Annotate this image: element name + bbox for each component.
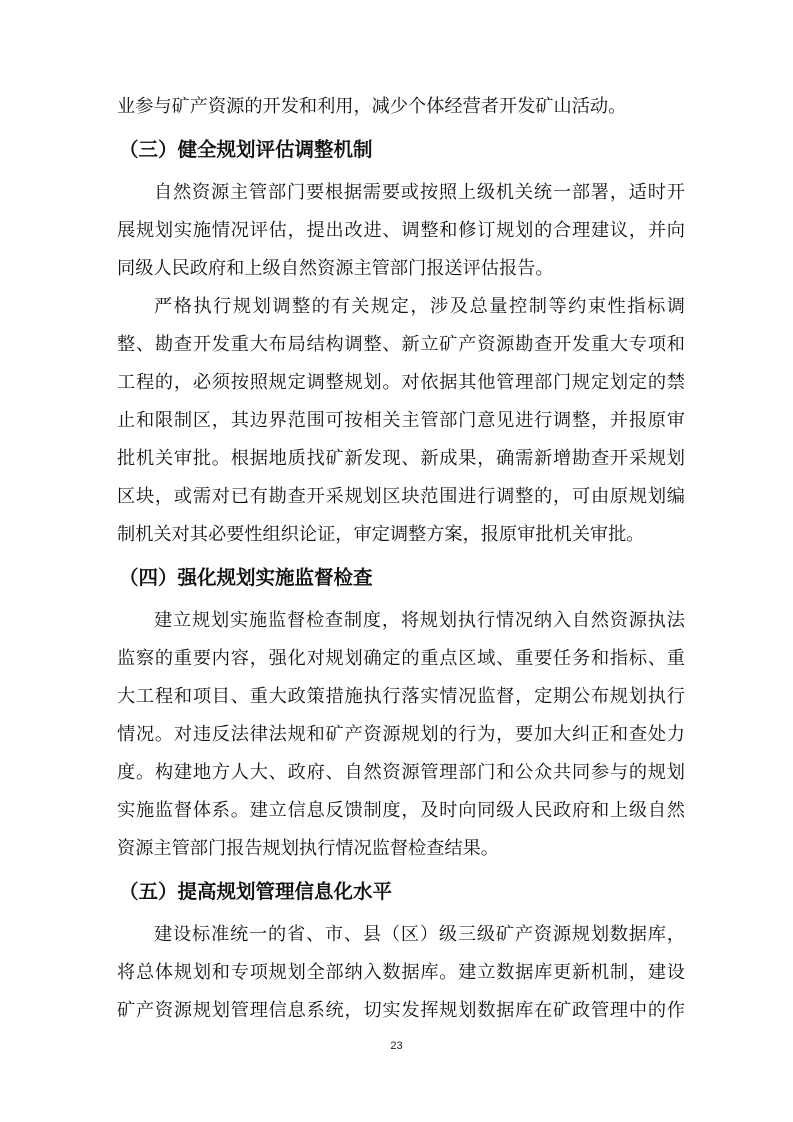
page-body: [117, 88, 685, 1030]
text-line: 自然资源主管部门要根据需要或按照上级机关统一部署，适时开: [154, 182, 685, 203]
paragraph: [117, 602, 685, 868]
text-line: 监察的重要内容，强化对规划确定的重点区域、重要任务和指标、重: [117, 648, 685, 669]
text-line: 建立规划实施监督检查制度，将规划执行情况纳入自然资源执法: [154, 610, 685, 631]
text-line: 资源主管部门报告规划执行情况监督检查结果。: [117, 838, 499, 859]
text-line: 实施监督体系。建立信息反馈制度，及时向同级人民政府和上级自然: [117, 800, 685, 821]
text-line: 将总体规划和专项规划全部纳入数据库。建立数据库更新机制，建设: [117, 962, 685, 983]
text-line: 止和限制区，其边界范围可按相关主管部门意见进行调整，并报原审: [117, 410, 685, 431]
paragraph: [117, 288, 685, 554]
page-number: 23: [390, 1040, 403, 1052]
text-line: 整、勘查开发重大布局结构调整、新立矿产资源勘查开发重大专项和: [117, 334, 685, 355]
text-line: 度。构建地方人大、政府、自然资源管理部门和公众共同参与的规划: [117, 762, 685, 783]
paragraph: [117, 916, 685, 1030]
text-line: 建设标准统一的省、市、县（区）级三级矿产资源规划数据库，: [154, 924, 685, 945]
text-line: 情况。对违反法律法规和矿产资源规划的行为，要加大纠正和查处力: [117, 724, 685, 745]
text-line: 矿产资源规划管理信息系统，切实发挥规划数据库在矿政管理中的作: [117, 1000, 685, 1021]
text-line: 同级人民政府和上级自然资源主管部门报送评估报告。: [117, 258, 554, 279]
text-line: 展规划实施情况评估，提出改进、调整和修订规划的合理建议，并向: [117, 220, 685, 241]
paragraph: [117, 174, 685, 288]
section-heading: （三）健全规划评估调整机制: [119, 138, 373, 161]
text-line: 制机关对其必要性组织论证，审定调整方案，报原审批机关审批。: [117, 524, 645, 545]
paragraph: [117, 88, 685, 126]
text-line: 严格执行规划调整的有关规定，涉及总量控制等约束性指标调: [154, 296, 685, 317]
text-line: 业参与矿产资源的开发和利用，减少个体经营者开发矿山活动。: [117, 96, 627, 117]
text-line: 区块，或需对已有勘查开采规划区块范围进行调整的，可由原规划编: [117, 486, 685, 507]
text-line: 工程的，必须按照规定调整规划。对依据其他管理部门规定划定的禁: [117, 372, 685, 393]
section-heading: （五）提高规划管理信息化水平: [119, 880, 393, 903]
text-line: 大工程和项目、重大政策措施执行落实情况监督，定期公布规划执行: [117, 686, 685, 707]
text-line: 批机关审批。根据地质找矿新发现、新成果，确需新增勘查开采规划: [117, 448, 685, 469]
section-heading: （四）强化规划实施监督检查: [119, 566, 373, 589]
